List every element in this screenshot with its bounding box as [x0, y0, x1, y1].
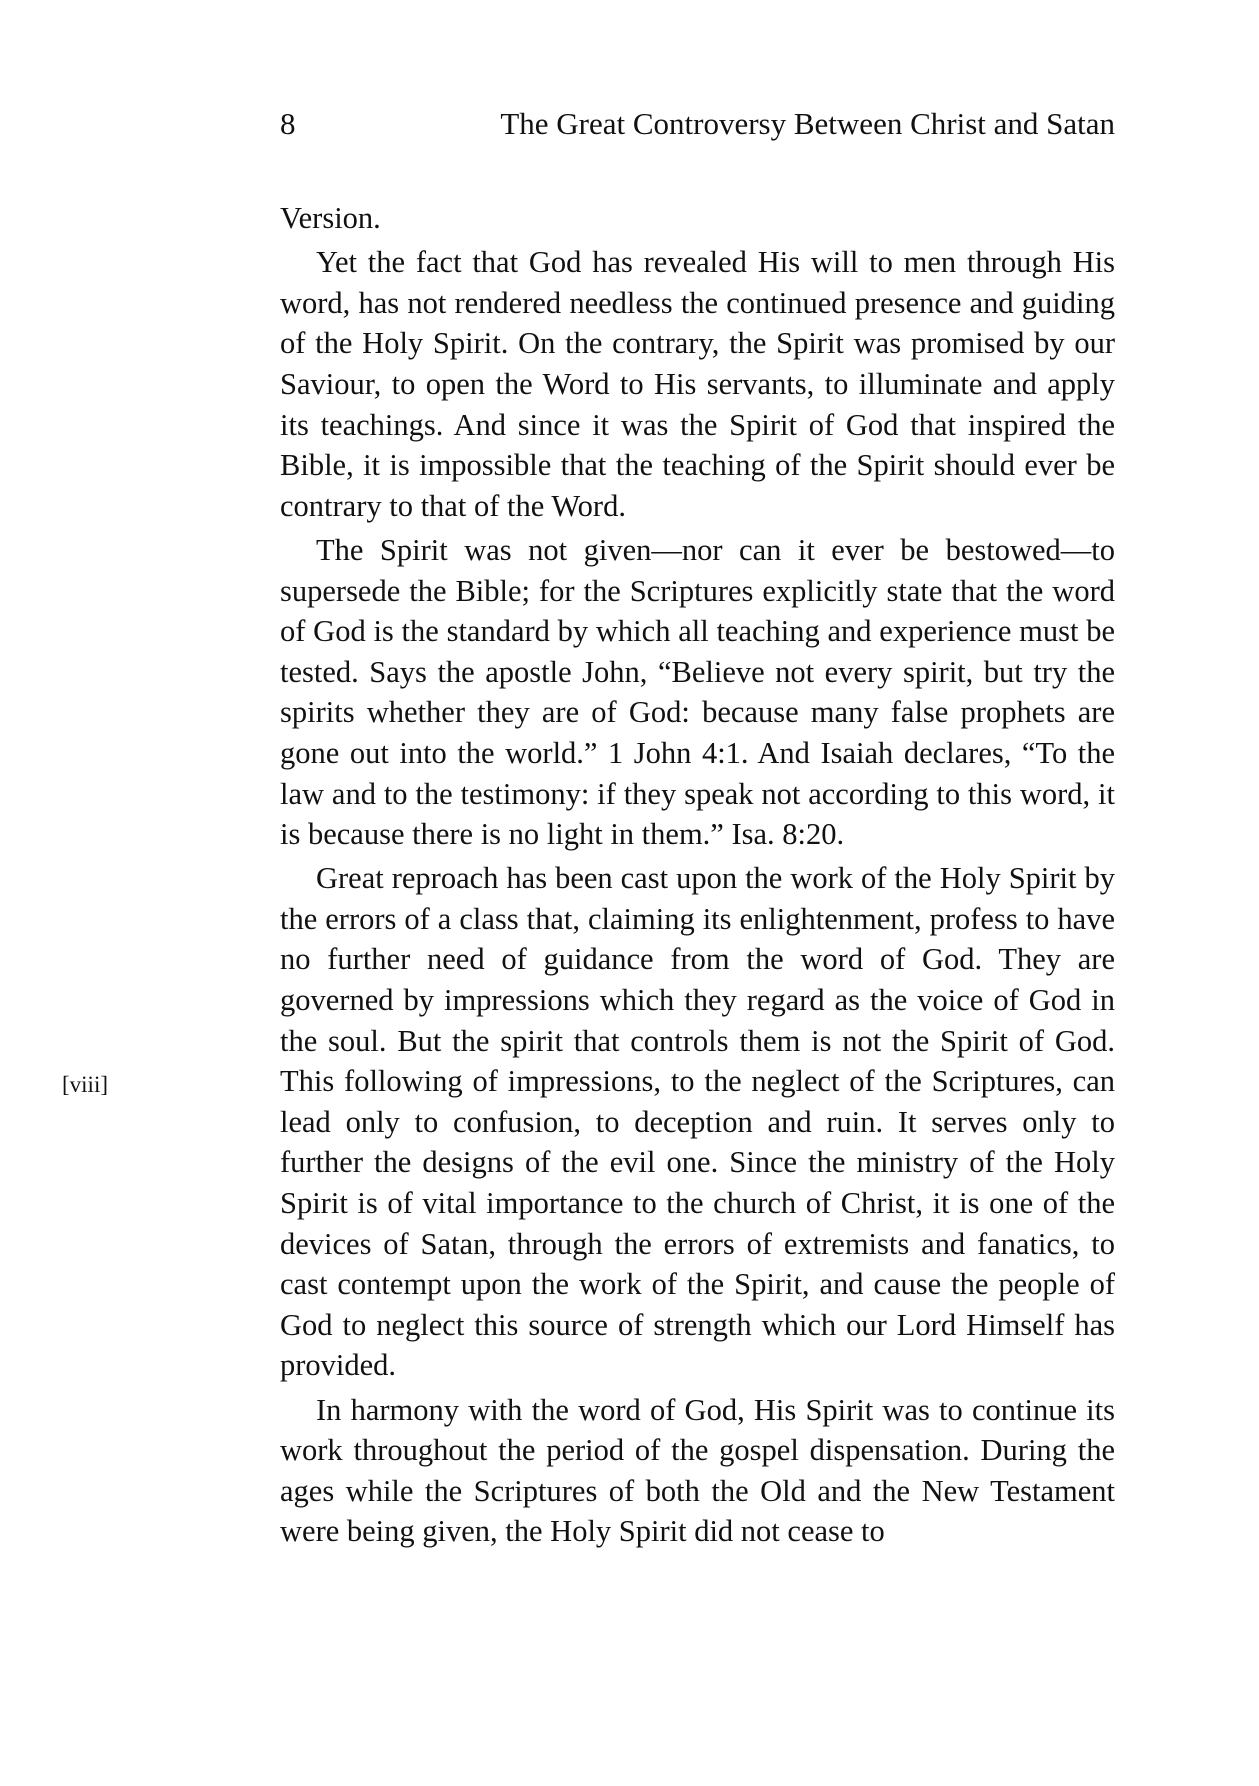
paragraph: In harmony with the word of God, His Spirit was to continue its work throughout the period of the gospel dispensation. During the ages while the Scriptures of both the Old and the New Testament were being given, the Holy Spirit did not cease to — [280, 1392, 1115, 1549]
running-head-title: The Great Controversy Between Christ and Satan — [500, 106, 1115, 141]
paragraph: Yet the fact that God has revealed His will to men through His word, has not rendered needless the continued presence and guiding of the Holy Spirit. On the contrary, the Spirit was promised by our Saviour, to open the Word to His servants, to illuminate and apply its teachings. And since it was the Spirit of God that inspired the Bible, it is impossible that the teaching of the Spirit should ever be contrary to that of the Word. — [280, 245, 1115, 523]
page-number: 8 — [280, 106, 296, 141]
paragraph: Great reproach has been cast upon the work of the Holy Spirit by the errors of a class that, claiming its enlightenment, profess to have no further need of guidance from the word of God. They are governed by impressions which they regard as the voice of God in the soul. But the spirit that controls them is not the Spirit of God. This following of impressions, to the neglect of the Scriptures, can lead only to confusion, to deception and ruin. It serves only to further the designs of the evil one. Since the ministry of the Holy Spirit is of vital importance to the church of Christ, it is one of the devices of Satan, through the errors of extremists and fanatics, to cast contempt upon the work of the Spirit, and cause the people of God to neglect this source of strength which our Lord Himself has provided. — [280, 861, 1115, 1383]
margin-page-marker: [viii] — [62, 1072, 108, 1097]
body-text — [280, 198, 1115, 1556]
paragraph: The Spirit was not given—nor can it ever be bestowed—to supersede the Bible; for the Scriptures explicitly state that the word of God is the standard by which all teaching and experience must be tested. Says the apostle John, “Believe not every spirit, but try the spirits whether they are of God: because many false prophets are gone out into the world.” 1 John 4:1. And Isaiah declares, “To the law and to the testimony: if they speak not according to this word, it is because there is no light in them.” Isa. 8:20. — [280, 532, 1115, 852]
paragraph-continuation: Version. — [280, 201, 381, 235]
